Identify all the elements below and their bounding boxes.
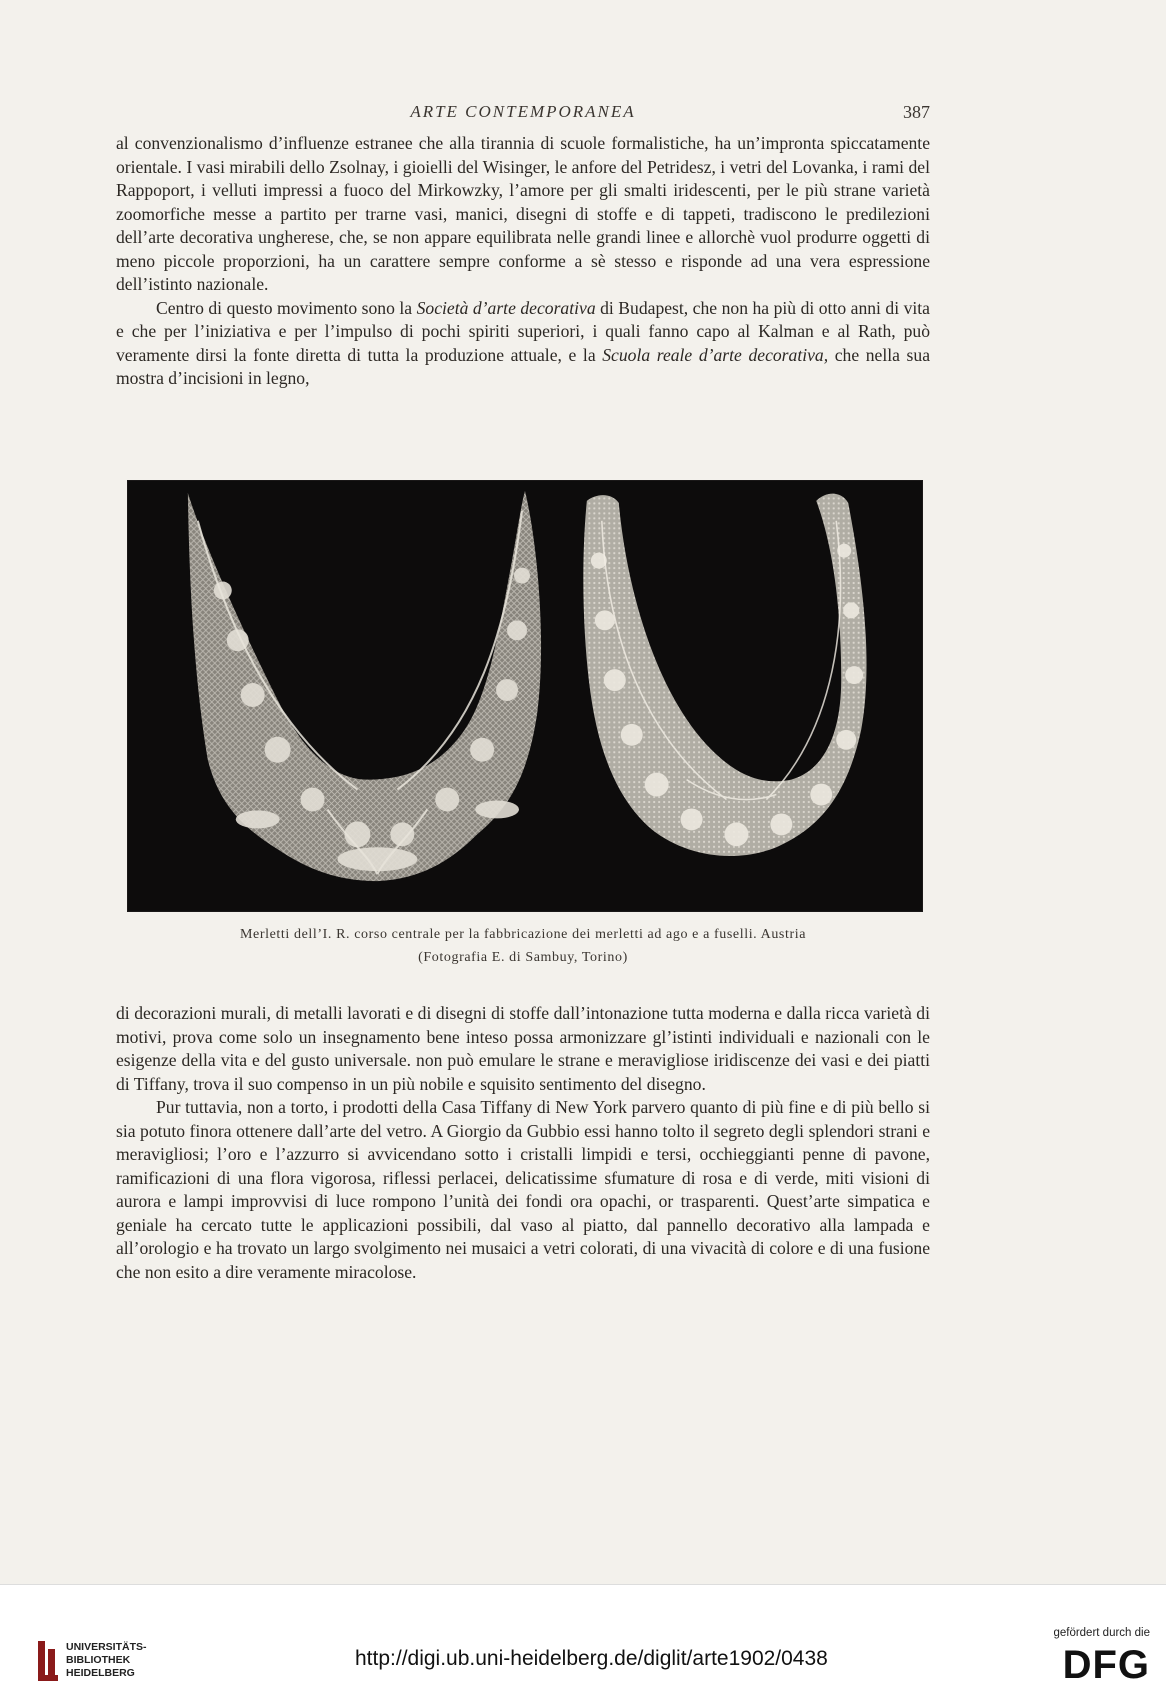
funder-block[interactable] [1010, 1627, 1150, 1685]
paragraph-3: di decorazioni murali, di metalli lavorati e di disegni di stoffe dall’intonazione tutta moderna e dalla ricca varietà di motivi, prova come solo un insegnamento bene inteso possa armonizzare gl’istinti individuali e nazionali con le esigenze della vita e del gusto universale. non può emulare le strane e meravigliose iridiscenze dei vasi e dei piatti di Tiffany, trova il suo compenso in un più nobile e squisito sentimento del disegno. [116, 1003, 930, 1094]
paragraph-2-part-a: Centro di questo movimento sono la [156, 297, 417, 318]
library-logo-icon [36, 1639, 60, 1683]
dfg-logo: DFG [1062, 1643, 1150, 1687]
paragraph-2-part-c: che nella sua mostra d’incisioni in legno, [116, 344, 930, 388]
running-title: ARTE CONTEMPORANEA [410, 102, 636, 121]
paragraph-1: al convenzionalismo d’influenze estranee che alla tirannia di scuole formalistiche, ha un’impronta spiccatamente orientale. I vasi mirabili dello Zsolnay, i gioielli del Wisinger, le anfore del Petridesz, i vetri del Lovanka, i rami del Rappoport, i velluti impressi a fuoco del Mirkowzky, l’amore per gli smalti iridescenti, per le più strane varietà zoomorfiche messe a partito per trarne vasi, manici, disegni di stoffe e di tappeti, tradiscono le predilezioni dell’arte decorativa ungherese, che, se non appare equilibrata nelle grandi linee e allorchè vuol produrre oggetti di meno piccole proporzioni, ha un carattere sempre conforme a sè stesso e risponde ad una vera espressione dell’istinto nazionale. [116, 133, 930, 294]
page-number: 387 [903, 102, 930, 122]
library-name-line-2: BIBLIOTHEK [66, 1654, 131, 1666]
permalink-url[interactable]: http://digi.ub.uni-heidelberg.de/diglit/arte1902/0438 [355, 1647, 828, 1670]
paragraph-2-emphasis-1: Società d’arte decorativa [416, 297, 596, 318]
university-library-logo[interactable] [36, 1639, 156, 1683]
paragraph-2-emphasis-2: Scuola reale d’arte decorativa, [602, 344, 829, 365]
running-head [116, 100, 930, 130]
body-text-top [116, 132, 930, 391]
library-name-line-3: HEIDELBERG [66, 1667, 135, 1679]
lace-collars-illustration [128, 481, 922, 911]
lace-photograph [127, 480, 923, 912]
footer-bar [0, 1584, 1166, 1703]
paragraph-2-part-b: di Budapest, che non ha più di otto anni di vita e che per l’iniziativa e per l’impulso di pochi spiriti superiori, i quali fanno capo al Kalman e al Rath, può veramente dirsi la fonte diretta di tutta la produzione attuale, e la [116, 297, 930, 365]
library-logo-text [66, 1641, 147, 1680]
paragraph-4: Pur tuttavia, non a torto, i prodotti della Casa Tiffany di New York parvero quanto di più fine e di più bello si sia potuto finora ottenere dall’arte del vetro. A Giorgio da Gubbio essi hanno tolto il segreto degli splendori strani e meravigliosi; l’oro e l’azzurro si avvicendano sotto i cristalli limpidi e tersi, occhieggianti penne di pavone, ramificazioni di una flora vigorosa, riflessi perlacei, delicatissime sfumature di rosa e di verde, miti visioni di aurora e lampi improvvisi di luce rompono l’unità dei fondi ora opachi, or trasparenti. Quest’arte simpatica e geniale ha cercato tutte le applicazioni possibili, dal vaso al piatto, dal pannello decorativo alla lampada e all’orologio e ha trovato un largo svolgimento nei musaici a vetri colorati, di una vivacità di colore e di una fusione che non esito a dire veramente miracolose. [116, 1097, 930, 1282]
body-text-bottom [116, 1002, 930, 1284]
library-name-line-1: UNIVERSITÄTS- [66, 1641, 147, 1653]
figure-caption-line-1: Merletti dell’I. R. corso centrale per la fabbricazione dei merletti ad ago e a fuselli. Austria [239, 927, 807, 942]
funder-label: gefördert durch die [1053, 1627, 1150, 1639]
figure-caption-line-2: (Fotografia E. di Sambuy, Torino) [418, 950, 628, 965]
paragraph-2 [116, 297, 930, 391]
